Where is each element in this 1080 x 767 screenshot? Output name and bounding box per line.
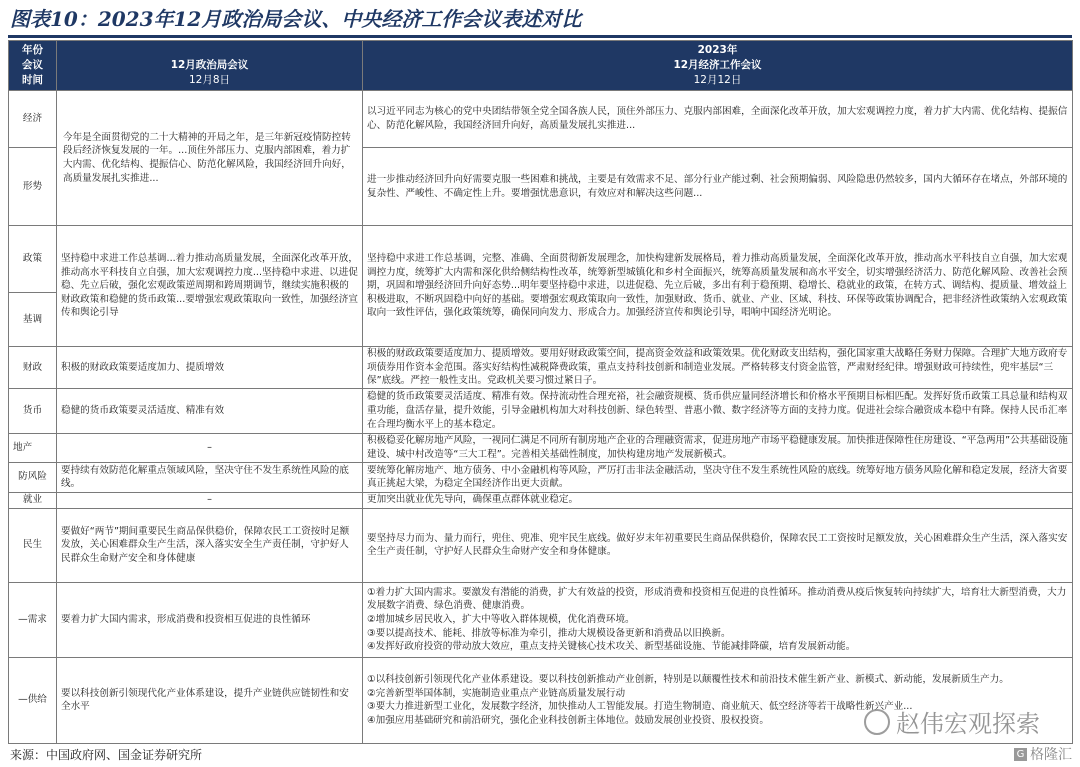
row-label-livelihood: 民生 [9, 508, 57, 582]
cell-politburo-policy: 坚持稳中求进工作总基调...着力推动高质量发展，全面深化改革开放，推动高水平科技自立自强，加大宏观调控力度...坚持稳中求进、以进促稳、先立后破，强化宏观政策逆周期和跨周期调节，继续实施积极的财政政策和稳健的货币政策...要增强宏观政策取向一致性，加强经济宣传和舆论引导 [57, 226, 363, 347]
row-label-monetary: 货币 [9, 388, 57, 433]
table-header-row [9, 41, 1073, 91]
cell-economic-demand [363, 582, 1073, 657]
header-label-time: 时间 [22, 74, 43, 86]
table-row-economy [9, 91, 1073, 148]
cell-politburo-realestate: – [57, 433, 363, 462]
cell-politburo-economy: 今年是全面贯彻党的二十大精神的开局之年，是三年新冠疫情防控转段后经济恢复发展的一年。...顶住外部压力、克服内部困难，着力扩大内需、优化结构、提振信心、防范化解风险，我国经济回升向好，高质量发展扎实推进... [57, 91, 363, 226]
cell-economic-fiscal: 积极的财政政策要适度加力、提质增效。要用好财政政策空间，提高资金效益和政策效果。优化财政支出结构，强化国家重大战略任务财力保障。合理扩大地方政府专项债券用作资本金范围。落实好结构性减税降费政策，重点支持科技创新和制造业发展。严格转移支付资金监管，严肃财经纪律。增强财政可持续性，兜牢基层“三保”底线。严控一般性支出。党政机关要习惯过紧日子。 [363, 347, 1073, 389]
figure-title: 图表10：2023年12月政治局会议、中央经济工作会议表述对比 [10, 7, 582, 31]
cell-economic-employment: 更加突出就业优先导向，确保重点群体就业稳定。 [363, 492, 1073, 508]
row-label-economy: 经济 [9, 91, 57, 148]
cell-economic-livelihood: 要坚持尽力而为、量力而行，兜住、兜准、兜牢民生底线。做好岁末年初重要民生商品保供稳价，保障农民工工资按时足额发放，关心困难群众生产生活，深入落实安全生产责任制，守护好人民群众生命财产安全和身体健康。 [363, 508, 1073, 582]
cell-politburo-risk: 要持续有效防范化解重点领域风险，坚决守住不发生系统性风险的底线。 [57, 462, 363, 492]
table-row-risk [9, 462, 1073, 492]
table-row-realestate [9, 433, 1073, 462]
supply-item-3: ③要大力推进新型工业化，发展数字经济，加快推动人工智能发展。打造生物制造、商业航天、低空经济等若干战略性新兴产业... [367, 701, 913, 713]
table-row-employment [9, 492, 1073, 508]
row-label-realestate: 地产 [9, 433, 57, 462]
cell-politburo-monetary: 稳健的货币政策要灵活适度、精准有效 [57, 388, 363, 433]
row-label-fiscal: 财政 [9, 347, 57, 389]
cell-politburo-supply: 要以科技创新引领现代化产业体系建设，提升产业链供应链韧性和安全水平 [57, 657, 363, 743]
demand-item-3: ③要以提高技术、能耗、排放等标准为牵引，推动大规模设备更新和消费品以旧换新。 [367, 627, 731, 639]
watermark-text: 赵伟宏观探索 [896, 710, 1040, 738]
cell-economic-situation: 进一步推动经济回升向好需要克服一些困难和挑战，主要是有效需求不足、部分行业产能过剩、社会预期偏弱、风险隐患仍然较多，国内大循环存在堵点，外部环境的复杂性、严峻性、不确定性上升。要增强忧患意识，有效应对和解决这些问题... [363, 148, 1073, 226]
cell-politburo-livelihood: 要做好“两节”期间重要民生商品保供稳价，保障农民工工资按时足额发放，关心困难群众生产生活，深入落实安全生产责任制，守护好人民群众生命财产安全和身体健康 [57, 508, 363, 582]
table-row-livelihood [9, 508, 1073, 582]
table-row-policy [9, 226, 1073, 293]
header-economic-work-name: 12月经济工作会议 [673, 59, 762, 71]
row-label-employment: 就业 [9, 492, 57, 508]
header-politburo-name: 12月政治局会议 [170, 59, 249, 71]
header-politburo [57, 41, 363, 91]
header-label-meeting: 会议 [22, 59, 43, 71]
supply-item-4: ④加强应用基础研究和前沿研究，强化企业科技创新主体地位。鼓励发展创业投资、股权投资。 [367, 714, 769, 726]
demand-item-4: ④发挥好政府投资的带动放大效应，重点支持关键核心技术攻关、新型基础设施、节能减排降碳，培育发展新动能。 [367, 641, 856, 653]
header-label-year: 年份 [22, 44, 43, 56]
header-year-meeting-time [9, 41, 57, 91]
supply-item-1: ①以科技创新引领现代化产业体系建设。要以科技创新推动产业创新，特别是以颠覆性技术和前沿技术催生新产业、新模式、新动能，发展新质生产力。 [367, 674, 1009, 686]
cell-economic-policy: 坚持稳中求进工作总基调，完整、准确、全面贯彻新发展理念，加快构建新发展格局，着力推动高质量发展，全面深化改革开放，推动高水平科技自立自强，加大宏观调控力度，统筹扩大内需和深化供给侧结构性改革，统筹新型城镇化和乡村全面振兴，统筹高质量发展和高水平安全，切实增强经济活力、防范化解风险、改善社会预期，巩固和增强经济回升向好态势...明年要坚持稳中求进，以进促稳、先立后破，多出有利于稳预期、稳增长、稳就业的政策，在转方式、调结构、提质量、增效益上积极进取，不断巩固稳中向好的基础。要增强宏观政策取向一致性，加强财政、货币、就业、产业、区域、科技、环保等政策协调配合，把非经济性政策纳入宏观政策取向一致性评估，强化政策统筹，确保同向发力、形成合力。加强经济宣传和舆论引导，唱响中国经济光明论。 [363, 226, 1073, 347]
cell-economic-risk: 要统筹化解房地产、地方债务、中小金融机构等风险，严厉打击非法金融活动，坚决守住不发生系统性风险的底线。统筹好地方债务风险化解和稳定发展，经济大省要真正挑起大梁，为稳定全国经济作出更大贡献。 [363, 462, 1073, 492]
cell-economic-realestate: 积极稳妥化解房地产风险，一视同仁满足不同所有制房地产企业的合理融资需求，促进房地产市场平稳健康发展。加快推进保障性住房建设、“平急两用”公共基础设施建设、城中村改造等“三大工程”。完善相关基础性制度，加快构建房地产发展新模式。 [363, 433, 1073, 462]
row-label-demand: —需求 [9, 582, 57, 657]
wechat-icon [864, 709, 890, 735]
header-year: 2023年 [697, 44, 738, 56]
cell-economic-monetary: 稳健的货币政策要灵活适度、精准有效。保持流动性合理充裕，社会融资规模、货币供应量同经济增长和价格水平预期目标相匹配。发挥好货币政策工具总量和结构双重功能，盘活存量，提升效能，引导金融机构加大对科技创新、绿色转型、普惠小微、数字经济等方面的支持力度。促进社会综合融资成本稳中有降。保持人民币汇率在合理均衡水平上的基本稳定。 [363, 388, 1073, 433]
row-label-policy: 政策 [9, 226, 57, 293]
title-divider [8, 35, 1072, 38]
header-economic-work [363, 41, 1073, 91]
watermark-secondary-text: 格隆汇 [1030, 747, 1072, 763]
gelonghui-logo-icon: G [1014, 748, 1027, 761]
table-row-fiscal [9, 347, 1073, 389]
row-label-situation: 形势 [9, 148, 57, 226]
comparison-table [8, 40, 1073, 744]
row-label-supply: —供给 [9, 657, 57, 743]
demand-item-2: ②增加城乡居民收入，扩大中等收入群体规模，优化消费环境。 [367, 613, 635, 625]
table-row-demand [9, 582, 1073, 657]
cell-economic-economy: 以习近平同志为核心的党中央团结带领全党全国各族人民，顶住外部压力、克服内部困难，全面深化改革开放，加大宏观调控力度，着力扩大内需、优化结构、提振信心、防范化解风险，我国经济回升向好，高质量发展扎实推进... [363, 91, 1073, 148]
watermark [864, 704, 1040, 739]
header-economic-work-date: 12月12日 [693, 74, 742, 86]
header-politburo-date: 12月8日 [188, 74, 231, 86]
row-label-tone: 基调 [9, 293, 57, 347]
table-row-monetary [9, 388, 1073, 433]
supply-item-2: ②完善新型举国体制，实施制造业重点产业链高质量发展行动 [367, 687, 626, 699]
cell-politburo-fiscal: 积极的财政政策要适度加力、提质增效 [57, 347, 363, 389]
demand-item-1: ①着力扩大国内需求。要激发有潜能的消费，扩大有效益的投资，形成消费和投资相互促进的良性循环。推动消费从疫后恢复转向持续扩大，培育壮大新型消费，大力发展数字消费、绿色消费、健康消费。 [367, 586, 1067, 612]
cell-politburo-employment: – [57, 492, 363, 508]
source-note: 来源：中国政府网、国金证券研究所 [10, 748, 203, 762]
cell-politburo-demand: 要着力扩大国内需求，形成消费和投资相互促进的良性循环 [57, 582, 363, 657]
watermark-secondary [1014, 744, 1072, 764]
row-label-risk: 防风险 [9, 462, 57, 492]
